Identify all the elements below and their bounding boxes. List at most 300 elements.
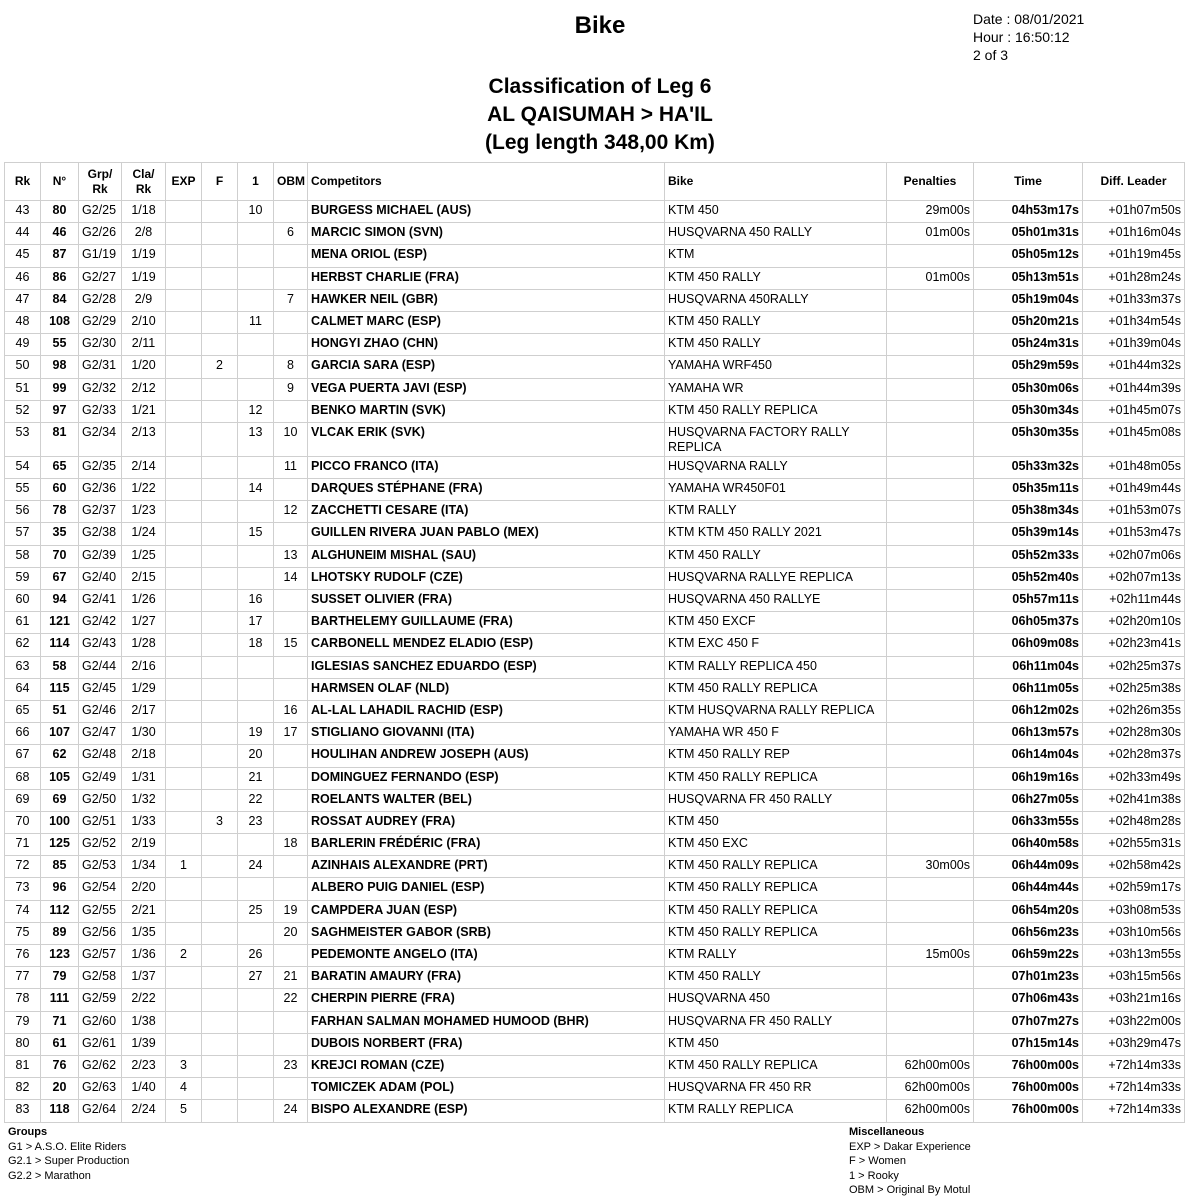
cell-class-rank: 2/8 (122, 223, 166, 245)
cell-time: 07h06m43s (974, 989, 1083, 1011)
table-row (5, 767, 1185, 789)
cell-women (202, 989, 238, 1011)
cell-rank: 52 (5, 400, 41, 422)
table-row (5, 590, 1185, 612)
cell-class-rank: 1/18 (122, 201, 166, 223)
cell-exp: 5 (166, 1100, 202, 1122)
table-row (5, 334, 1185, 356)
cell-penalties (887, 612, 974, 634)
cell-penalties (887, 789, 974, 811)
cell-competitor: AZINHAIS ALEXANDRE (PRT) (308, 856, 665, 878)
cell-competitor: ZACCHETTI CESARE (ITA) (308, 501, 665, 523)
cell-diff-leader: +01h39m04s (1083, 334, 1185, 356)
cell-rooky (238, 1055, 274, 1077)
cell-class-rank: 1/20 (122, 356, 166, 378)
cell-time: 05h30m34s (974, 400, 1083, 422)
cell-group-rank: G2/55 (79, 900, 122, 922)
cell-obm: 10 (274, 422, 308, 456)
cell-obm: 20 (274, 922, 308, 944)
cell-exp (166, 400, 202, 422)
cell-obm: 14 (274, 567, 308, 589)
cell-rank: 62 (5, 634, 41, 656)
cell-group-rank: G2/26 (79, 223, 122, 245)
cell-bike: KTM 450 RALLY REPLICA (665, 1055, 887, 1077)
cell-penalties (887, 967, 974, 989)
cell-number: 78 (41, 501, 79, 523)
cell-competitor: HARMSEN OLAF (NLD) (308, 678, 665, 700)
cell-bike: HUSQVARNA RALLY (665, 456, 887, 478)
cell-diff-leader: +02h55m31s (1083, 834, 1185, 856)
cell-obm: 17 (274, 723, 308, 745)
cell-group-rank: G2/39 (79, 545, 122, 567)
table-row (5, 700, 1185, 722)
cell-obm (274, 612, 308, 634)
cell-bike: KTM KTM 450 RALLY 2021 (665, 523, 887, 545)
cell-exp (166, 567, 202, 589)
cell-obm: 22 (274, 989, 308, 1011)
table-row (5, 1011, 1185, 1033)
cell-time: 06h40m58s (974, 834, 1083, 856)
table-row (5, 245, 1185, 267)
cell-competitor: PEDEMONTE ANGELO (ITA) (308, 945, 665, 967)
cell-class-rank: 1/23 (122, 501, 166, 523)
cell-competitor: BISPO ALEXANDRE (ESP) (308, 1100, 665, 1122)
cell-time: 05h13m51s (974, 267, 1083, 289)
cell-rank: 70 (5, 811, 41, 833)
cell-penalties (887, 634, 974, 656)
cell-rooky: 17 (238, 612, 274, 634)
cell-group-rank: G2/38 (79, 523, 122, 545)
cell-rooky (238, 656, 274, 678)
cell-rooky (238, 289, 274, 311)
table-row (5, 656, 1185, 678)
cell-bike: KTM HUSQVARNA RALLY REPLICA (665, 700, 887, 722)
cell-diff-leader: +02h58m42s (1083, 856, 1185, 878)
cell-obm: 21 (274, 967, 308, 989)
cell-bike: HUSQVARNA 450 (665, 989, 887, 1011)
cell-diff-leader: +02h20m10s (1083, 612, 1185, 634)
cell-bike: KTM 450 RALLY REP (665, 745, 887, 767)
cell-time: 05h30m35s (974, 422, 1083, 456)
misc-legend-item: F > Women (849, 1155, 906, 1167)
cell-exp (166, 811, 202, 833)
cell-time: 06h12m02s (974, 700, 1083, 722)
cell-women (202, 1033, 238, 1055)
cell-group-rank: G2/32 (79, 378, 122, 400)
cell-number: 76 (41, 1055, 79, 1077)
cell-penalties (887, 900, 974, 922)
cell-obm (274, 311, 308, 333)
cell-rooky: 13 (238, 422, 274, 456)
cell-rooky: 15 (238, 523, 274, 545)
cell-diff-leader: +01h33m37s (1083, 289, 1185, 311)
cell-women (202, 523, 238, 545)
cell-penalties (887, 1033, 974, 1055)
cell-penalties (887, 545, 974, 567)
cell-bike: KTM 450 RALLY (665, 311, 887, 333)
cell-diff-leader: +72h14m33s (1083, 1100, 1185, 1122)
cell-time: 05h20m21s (974, 311, 1083, 333)
cell-number: 65 (41, 456, 79, 478)
table-row (5, 634, 1185, 656)
cell-penalties (887, 311, 974, 333)
cell-competitor: MARCIC SIMON (SVN) (308, 223, 665, 245)
cell-rank: 80 (5, 1033, 41, 1055)
cell-group-rank: G2/64 (79, 1100, 122, 1122)
cell-time: 05h29m59s (974, 356, 1083, 378)
cell-women (202, 400, 238, 422)
results-table-wrapper (4, 162, 1184, 1123)
cell-competitor: SAGHMEISTER GABOR (SRB) (308, 922, 665, 944)
cell-penalties (887, 567, 974, 589)
cell-bike: KTM RALLY REPLICA 450 (665, 656, 887, 678)
cell-women (202, 456, 238, 478)
cell-diff-leader: +72h14m33s (1083, 1055, 1185, 1077)
cell-exp: 3 (166, 1055, 202, 1077)
cell-obm (274, 1011, 308, 1033)
cell-women (202, 745, 238, 767)
cell-diff-leader: +03h10m56s (1083, 922, 1185, 944)
cell-group-rank: G2/29 (79, 311, 122, 333)
page-number: 2 of 3 (973, 47, 1009, 63)
cell-women (202, 967, 238, 989)
cell-rooky: 11 (238, 311, 274, 333)
cell-group-rank: G2/60 (79, 1011, 122, 1033)
cell-obm: 13 (274, 545, 308, 567)
table-row (5, 945, 1185, 967)
cell-time: 76h00m00s (974, 1055, 1083, 1077)
cell-diff-leader: +72h14m33s (1083, 1078, 1185, 1100)
cell-penalties (887, 245, 974, 267)
cell-time: 76h00m00s (974, 1078, 1083, 1100)
cell-rooky: 19 (238, 723, 274, 745)
cell-number: 35 (41, 523, 79, 545)
cell-diff-leader: +01h49m44s (1083, 479, 1185, 501)
cell-obm (274, 523, 308, 545)
cell-time: 06h54m20s (974, 900, 1083, 922)
cell-group-rank: G2/56 (79, 922, 122, 944)
table-row (5, 545, 1185, 567)
classification-heading (0, 73, 1200, 157)
cell-women (202, 723, 238, 745)
cell-group-rank: G2/51 (79, 811, 122, 833)
cell-number: 70 (41, 545, 79, 567)
cell-obm (274, 245, 308, 267)
cell-diff-leader: +03h22m00s (1083, 1011, 1185, 1033)
cell-exp (166, 1011, 202, 1033)
cell-bike: KTM EXC 450 F (665, 634, 887, 656)
cell-bike: KTM 450 RALLY REPLICA (665, 767, 887, 789)
cell-diff-leader: +02h07m13s (1083, 567, 1185, 589)
cell-bike: KTM RALLY REPLICA (665, 1100, 887, 1122)
cell-rank: 43 (5, 201, 41, 223)
route-title: AL QAISUMAH > HA'IL (487, 103, 713, 126)
table-row (5, 612, 1185, 634)
cell-class-rank: 1/29 (122, 678, 166, 700)
cell-competitor: MENA ORIOL (ESP) (308, 245, 665, 267)
cell-women (202, 856, 238, 878)
cell-women (202, 545, 238, 567)
cell-obm: 18 (274, 834, 308, 856)
col-header-rk: Rk (5, 163, 41, 201)
cell-rank: 56 (5, 501, 41, 523)
cell-competitor: ALBERO PUIG DANIEL (ESP) (308, 878, 665, 900)
cell-number: 58 (41, 656, 79, 678)
cell-women: 2 (202, 356, 238, 378)
table-row (5, 789, 1185, 811)
cell-competitor: AL-LAL LAHADIL RACHID (ESP) (308, 700, 665, 722)
cell-number: 108 (41, 311, 79, 333)
cell-rooky (238, 678, 274, 700)
cell-exp (166, 267, 202, 289)
cell-competitor: DARQUES STÉPHANE (FRA) (308, 479, 665, 501)
table-row (5, 1078, 1185, 1100)
cell-diff-leader: +03h15m56s (1083, 967, 1185, 989)
cell-penalties (887, 400, 974, 422)
col-header-diff-leader: Diff. Leader (1083, 163, 1185, 201)
cell-exp (166, 612, 202, 634)
cell-obm (274, 945, 308, 967)
cell-group-rank: G2/34 (79, 422, 122, 456)
table-row (5, 745, 1185, 767)
cell-class-rank: 1/19 (122, 245, 166, 267)
cell-rooky (238, 989, 274, 1011)
cell-diff-leader: +02h33m49s (1083, 767, 1185, 789)
cell-time: 05h57m11s (974, 590, 1083, 612)
cell-women (202, 678, 238, 700)
cell-exp (166, 878, 202, 900)
cell-rank: 67 (5, 745, 41, 767)
cell-bike: YAMAHA WRF450 (665, 356, 887, 378)
cell-number: 55 (41, 334, 79, 356)
cell-rank: 60 (5, 590, 41, 612)
cell-number: 80 (41, 201, 79, 223)
cell-bike: KTM 450 RALLY REPLICA (665, 878, 887, 900)
cell-penalties (887, 989, 974, 1011)
cell-women: 3 (202, 811, 238, 833)
cell-women (202, 501, 238, 523)
cell-number: 111 (41, 989, 79, 1011)
cell-bike: YAMAHA WR 450 F (665, 723, 887, 745)
cell-group-rank: G2/63 (79, 1078, 122, 1100)
cell-exp (166, 456, 202, 478)
cell-penalties (887, 745, 974, 767)
hour-label: Hour : 16:50:12 (973, 29, 1070, 45)
cell-rank: 54 (5, 456, 41, 478)
cell-competitor: TOMICZEK ADAM (POL) (308, 1078, 665, 1100)
cell-penalties (887, 479, 974, 501)
groups-legend-item: G2.1 > Super Production (8, 1155, 130, 1167)
cell-class-rank: 1/25 (122, 545, 166, 567)
cell-penalties: 62h00m00s (887, 1100, 974, 1122)
cell-women (202, 201, 238, 223)
cell-number: 51 (41, 700, 79, 722)
col-header-women: F (202, 163, 238, 201)
cell-bike: HUSQVARNA FR 450 RALLY (665, 1011, 887, 1033)
cell-group-rank: G2/35 (79, 456, 122, 478)
cell-class-rank: 2/24 (122, 1100, 166, 1122)
cell-women (202, 700, 238, 722)
cell-class-rank: 1/40 (122, 1078, 166, 1100)
cell-exp (166, 289, 202, 311)
cell-exp (166, 334, 202, 356)
cell-class-rank: 1/32 (122, 789, 166, 811)
cell-diff-leader: +02h59m17s (1083, 878, 1185, 900)
col-header-rooky: 1 (238, 163, 274, 201)
table-row (5, 201, 1185, 223)
cell-diff-leader: +01h45m08s (1083, 422, 1185, 456)
cell-bike: KTM 450 (665, 201, 887, 223)
table-header-row (5, 163, 1185, 201)
cell-exp (166, 422, 202, 456)
cell-women (202, 634, 238, 656)
cell-diff-leader: +01h07m50s (1083, 201, 1185, 223)
cell-penalties: 62h00m00s (887, 1078, 974, 1100)
col-header-exp: EXP (166, 163, 202, 201)
cell-bike: KTM 450 RALLY (665, 967, 887, 989)
cell-group-rank: G2/62 (79, 1055, 122, 1077)
cell-diff-leader: +01h28m24s (1083, 267, 1185, 289)
cell-penalties (887, 356, 974, 378)
cell-competitor: BARLERIN FRÉDÉRIC (FRA) (308, 834, 665, 856)
cell-group-rank: G2/33 (79, 400, 122, 422)
cell-exp (166, 479, 202, 501)
cell-rank: 59 (5, 567, 41, 589)
cell-number: 107 (41, 723, 79, 745)
cell-bike: KTM 450 RALLY REPLICA (665, 856, 887, 878)
cell-competitor: VEGA PUERTA JAVI (ESP) (308, 378, 665, 400)
cell-class-rank: 2/21 (122, 900, 166, 922)
cell-exp (166, 656, 202, 678)
cell-time: 05h30m06s (974, 378, 1083, 400)
cell-competitor: STIGLIANO GIOVANNI (ITA) (308, 723, 665, 745)
cell-rooky (238, 545, 274, 567)
cell-class-rank: 2/23 (122, 1055, 166, 1077)
cell-women (202, 378, 238, 400)
cell-rank: 61 (5, 612, 41, 634)
cell-women (202, 767, 238, 789)
cell-rank: 65 (5, 700, 41, 722)
cell-group-rank: G2/40 (79, 567, 122, 589)
cell-class-rank: 1/28 (122, 634, 166, 656)
cell-time: 05h01m31s (974, 223, 1083, 245)
cell-women (202, 945, 238, 967)
cell-bike: KTM 450 (665, 1033, 887, 1055)
cell-rooky (238, 378, 274, 400)
cell-number: 85 (41, 856, 79, 878)
cell-penalties (887, 590, 974, 612)
cell-group-rank: G2/58 (79, 967, 122, 989)
cell-rank: 73 (5, 878, 41, 900)
cell-women (202, 267, 238, 289)
cell-bike: KTM 450 RALLY (665, 267, 887, 289)
cell-obm: 15 (274, 634, 308, 656)
cell-rank: 47 (5, 289, 41, 311)
cell-class-rank: 1/36 (122, 945, 166, 967)
cell-penalties (887, 811, 974, 833)
cell-time: 05h24m31s (974, 334, 1083, 356)
cell-penalties: 62h00m00s (887, 1055, 974, 1077)
cell-time: 06h05m37s (974, 612, 1083, 634)
cell-rank: 44 (5, 223, 41, 245)
cell-bike: HUSQVARNA FR 450 RALLY (665, 789, 887, 811)
cell-bike: KTM RALLY (665, 501, 887, 523)
cell-number: 115 (41, 678, 79, 700)
cell-obm (274, 767, 308, 789)
leg-length: (Leg length 348,00 Km) (485, 131, 715, 154)
cell-rank: 81 (5, 1055, 41, 1077)
cell-rank: 76 (5, 945, 41, 967)
cell-competitor: IGLESIAS SANCHEZ EDUARDO (ESP) (308, 656, 665, 678)
cell-number: 67 (41, 567, 79, 589)
cell-diff-leader: +02h07m06s (1083, 545, 1185, 567)
cell-penalties (887, 656, 974, 678)
table-row (5, 678, 1185, 700)
cell-diff-leader: +01h48m05s (1083, 456, 1185, 478)
cell-time: 06h14m04s (974, 745, 1083, 767)
cell-penalties (887, 834, 974, 856)
cell-time: 07h15m14s (974, 1033, 1083, 1055)
cell-competitor: BARTHELEMY GUILLAUME (FRA) (308, 612, 665, 634)
cell-diff-leader: +01h53m07s (1083, 501, 1185, 523)
cell-rank: 46 (5, 267, 41, 289)
cell-obm (274, 656, 308, 678)
cell-rooky (238, 1100, 274, 1122)
cell-penalties (887, 922, 974, 944)
cell-exp (166, 789, 202, 811)
cell-penalties: 29m00s (887, 201, 974, 223)
table-row (5, 356, 1185, 378)
cell-exp (166, 834, 202, 856)
cell-competitor: HERBST CHARLIE (FRA) (308, 267, 665, 289)
cell-number: 79 (41, 967, 79, 989)
table-row (5, 922, 1185, 944)
cell-obm (274, 678, 308, 700)
cell-exp: 4 (166, 1078, 202, 1100)
cell-bike: KTM 450 RALLY REPLICA (665, 922, 887, 944)
cell-number: 46 (41, 223, 79, 245)
cell-obm (274, 789, 308, 811)
cell-number: 118 (41, 1100, 79, 1122)
cell-women (202, 900, 238, 922)
cell-obm (274, 267, 308, 289)
cell-number: 71 (41, 1011, 79, 1033)
cell-class-rank: 2/18 (122, 745, 166, 767)
table-row (5, 289, 1185, 311)
cell-obm (274, 1033, 308, 1055)
cell-women (202, 223, 238, 245)
cell-competitor: PICCO FRANCO (ITA) (308, 456, 665, 478)
cell-group-rank: G2/50 (79, 789, 122, 811)
misc-legend-item: OBM > Original By Motul (849, 1184, 971, 1196)
cell-time: 05h33m32s (974, 456, 1083, 478)
leg-title: Classification of Leg 6 (488, 75, 712, 98)
cell-penalties (887, 723, 974, 745)
cell-number: 97 (41, 400, 79, 422)
table-row (5, 1033, 1185, 1055)
cell-competitor: DUBOIS NORBERT (FRA) (308, 1033, 665, 1055)
cell-rooky (238, 267, 274, 289)
table-row (5, 567, 1185, 589)
col-header-number: N° (41, 163, 79, 201)
cell-class-rank: 2/10 (122, 311, 166, 333)
cell-bike: KTM 450 RALLY REPLICA (665, 678, 887, 700)
cell-penalties (887, 878, 974, 900)
cell-time: 04h53m17s (974, 201, 1083, 223)
groups-legend-item: G2.2 > Marathon (8, 1169, 91, 1182)
table-row (5, 456, 1185, 478)
cell-time: 05h39m14s (974, 523, 1083, 545)
